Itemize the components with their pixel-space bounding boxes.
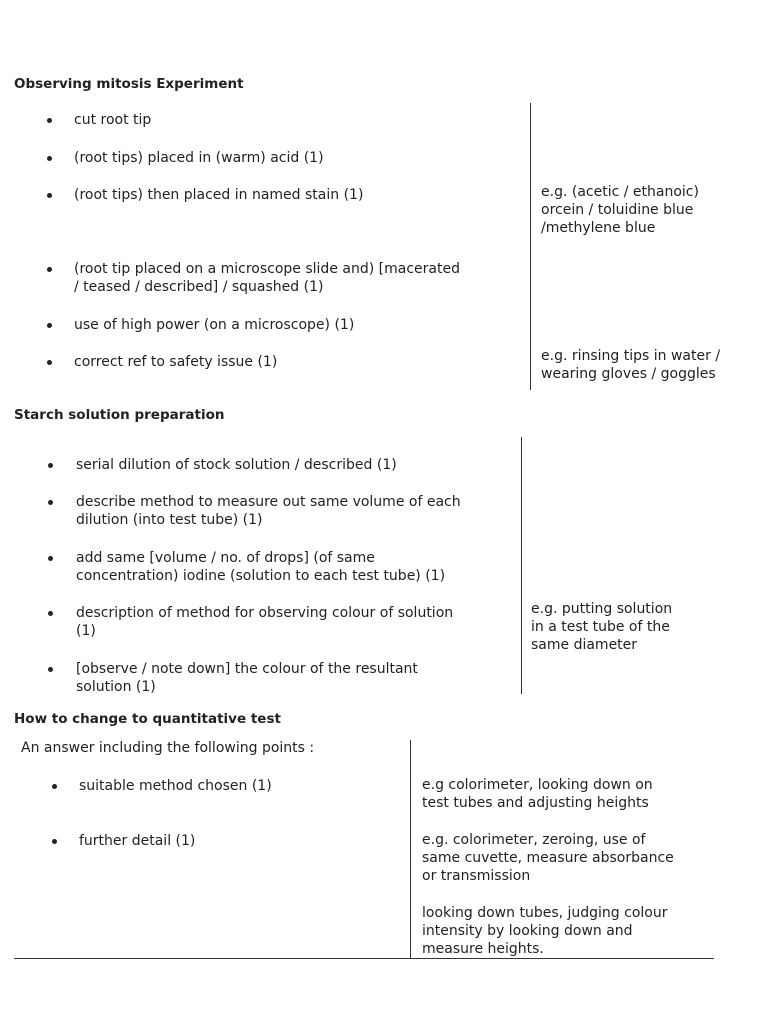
bullet <box>48 611 53 616</box>
note-line: test tubes and adjusting heights <box>422 795 649 811</box>
note-line: same diameter <box>531 637 638 653</box>
note-line: /methylene blue <box>541 220 656 236</box>
starch-item-5-line-2: solution (1) <box>76 679 156 695</box>
starch-item-2-line-2: dilution (into test tube) (1) <box>76 512 263 528</box>
mitosis-note-stain <box>541 183 699 237</box>
mitosis-item-1-text: cut root tip <box>74 112 152 128</box>
mitosis-item-2-text: (root tips) placed in (warm) acid (1) <box>74 150 324 166</box>
note-line: orcein / toluidine blue <box>541 202 694 218</box>
quantitative-intro: An answer including the following points : <box>21 740 315 756</box>
mitosis-item-6-text: correct ref to safety issue (1) <box>74 354 278 370</box>
note-line: wearing gloves / goggles <box>541 366 716 382</box>
starch-item-4-line-1: description of method for observing colour of solution <box>76 605 454 621</box>
column-divider-mitosis <box>530 103 531 390</box>
starch-note-observe <box>531 600 672 654</box>
note-line: or transmission <box>422 868 531 884</box>
bullet <box>47 118 52 123</box>
mitosis-item-5-text: use of high power (on a microscope) (1) <box>74 317 355 333</box>
bullet <box>52 839 57 844</box>
starch-item-4-line-2: (1) <box>76 623 96 639</box>
note-line: looking down tubes, judging colour <box>422 905 668 921</box>
mitosis-item-4-line-1: (root tip placed on a microscope slide and) [macerated <box>74 261 460 277</box>
bullet <box>52 784 57 789</box>
column-divider-starch <box>521 437 522 694</box>
quantitative-note-method <box>422 776 653 812</box>
note-line: intensity by looking down and <box>422 923 633 939</box>
starch-item-2-line-1: describe method to measure out same volume of each <box>76 494 461 510</box>
note-line: e.g. putting solution <box>531 601 673 617</box>
mitosis-item-3-text: (root tips) then placed in named stain (1) <box>74 187 364 203</box>
note-line: e.g. (acetic / ethanoic) <box>541 184 699 200</box>
table-bottom-rule <box>14 958 714 959</box>
starch-item-3-line-1: add same [volume / no. of drops] (of same <box>76 550 375 566</box>
bullet <box>47 193 52 198</box>
starch-item-5-line-1: [observe / note down] the colour of the resultant <box>76 661 418 677</box>
quantitative-note-looking-down <box>422 904 668 958</box>
note-line: e.g. colorimeter, zeroing, use of <box>422 832 646 848</box>
bullet <box>47 156 52 161</box>
note-line: e.g colorimeter, looking down on <box>422 777 653 793</box>
quantitative-item-1-text: suitable method chosen (1) <box>79 778 272 794</box>
bullet <box>48 463 53 468</box>
mitosis-note-safety <box>541 347 720 383</box>
bullet <box>48 500 53 505</box>
bullet <box>48 667 53 672</box>
starch-item-1-text: serial dilution of stock solution / described (1) <box>76 457 397 473</box>
quantitative-note-colorimeter <box>422 831 674 885</box>
bullet <box>47 360 52 365</box>
note-line: e.g. rinsing tips in water / <box>541 348 721 364</box>
mitosis-item-4-line-2: / teased / described] / squashed (1) <box>74 279 324 295</box>
bullet <box>47 267 52 272</box>
note-line: measure heights. <box>422 941 544 957</box>
note-line: same cuvette, measure absorbance <box>422 850 674 866</box>
quantitative-item-2-text: further detail (1) <box>79 833 196 849</box>
bullet <box>48 556 53 561</box>
starch-item-3-line-2: concentration) iodine (solution to each test tube) (1) <box>76 568 446 584</box>
heading-quantitative: How to change to quantitative test <box>14 711 281 727</box>
note-line: in a test tube of the <box>531 619 670 635</box>
heading-starch: Starch solution preparation <box>14 407 225 423</box>
heading-mitosis: Observing mitosis Experiment <box>14 76 244 92</box>
column-divider-quantitative <box>410 740 411 958</box>
bullet <box>47 323 52 328</box>
